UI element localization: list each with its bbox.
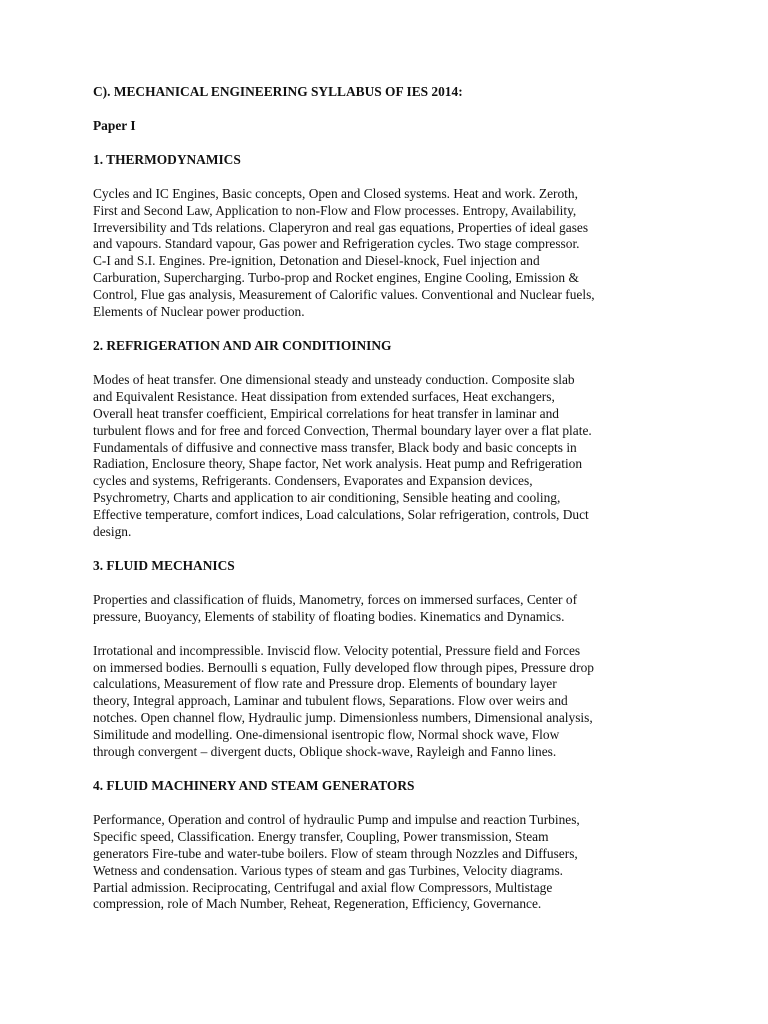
document-title: C). MECHANICAL ENGINEERING SYLLABUS OF IES 2014:	[93, 84, 463, 99]
section-heading: 1. THERMODYNAMICS	[93, 151, 241, 167]
document-page	[93, 84, 693, 913]
section-paragraph: Irrotational and incompressible. Inviscid flow. Velocity potential, Pressure field and Forces on immersed bodies. Bernoulli s equation, Fully developed flow through pipes, Pressure drop calculations, Measurement of flow rate and Pressure drop. Elements of boundary layer theory, Integral approach, Laminar and tubulent flows, Separations. Flow over weirs and notches. Open channel flow, Hydraulic jump. Dimensionless numbers, Dimensional analysis, Similitude and modelling. One-dimensional isentropic flow, Normal shock wave, Flow through convergent – divergent ducts, Oblique shock-wave, Rayleigh and Fanno lines.	[93, 642, 594, 760]
section-paragraph: Modes of heat transfer. One dimensional steady and unsteady conduction. Composite slab and Equivalent Resistance. Heat dissipation from extended surfaces, Heat exchangers, Overall heat transfer coefficient, Empirical correlations for heat transfer in laminar and turbulent flows and for free and forced Convection, Thermal boundary layer over a flat plate. Fundamentals of diffusive and connective mass transfer, Black body and basic concepts in Radiation, Enclosure theory, Shape factor, Net work analysis. Heat pump and Refrigeration cycles and systems, Refrigerants. Condensers, Evaporates and Expansion devices, Psychrometry, Charts and application to air conditioning, Sensible heating and cooling, Effective temperature, comfort indices, Load calculations, Solar refrigeration, controls, Duct design.	[93, 371, 592, 540]
section-heading: 4. FLUID MACHINERY AND STEAM GENERATORS	[93, 778, 415, 793]
section-fluid-machinery	[93, 778, 693, 913]
section-paragraph: Cycles and IC Engines, Basic concepts, Open and Closed systems. Heat and work. Zeroth, First and Second Law, Application to non-Flow and Flow processes. Entropy, Availability, Irreversibility and Tds relations. Claperyron and real gas equations, Properties of ideal gases and vapours. Standard vapour, Gas power and Refrigeration cycles. Two stage compressor. C-I and S.I. Engines. Pre-ignition, Detonation and Diesel-knock, Fuel injection and Carburation, Supercharging. Turbo-prop and Rocket engines, Engine Cooling, Emission & Control, Flue gas analysis, Measurement of Calorific values. Conventional and Nuclear fuels, Elements of Nuclear power production.	[93, 185, 595, 320]
section-fluid-mechanics	[93, 558, 693, 761]
paper-label: Paper I	[93, 117, 136, 133]
section-paragraph: Properties and classification of fluids, Manometry, forces on immersed surfaces, Center of pressure, Buoyancy, Elements of stability of floating bodies. Kinematics and Dynamics.	[93, 591, 578, 624]
section-thermodynamics	[93, 152, 693, 321]
section-paragraph: Performance, Operation and control of hydraulic Pump and impulse and reaction Turbines, Specific speed, Classification. Energy transfer, Coupling, Power transmission, Steam generators Fire-tube and water-tube boilers. Flow of steam through Nozzles and Diffusers, Wetness and condensation. Various types of steam and gas Turbines, Velocity diagrams. Partial admission. Reciprocating, Centrifugal and axial flow Compressors, Multistage compression, role of Mach Number, Reheat, Regeneration, Efficiency, Governance.	[93, 811, 580, 912]
section-heading: 2. REFRIGERATION AND AIR CONDITIOINING	[93, 337, 392, 353]
section-refrigeration	[93, 338, 693, 541]
section-heading: 3. FLUID MECHANICS	[93, 557, 235, 573]
